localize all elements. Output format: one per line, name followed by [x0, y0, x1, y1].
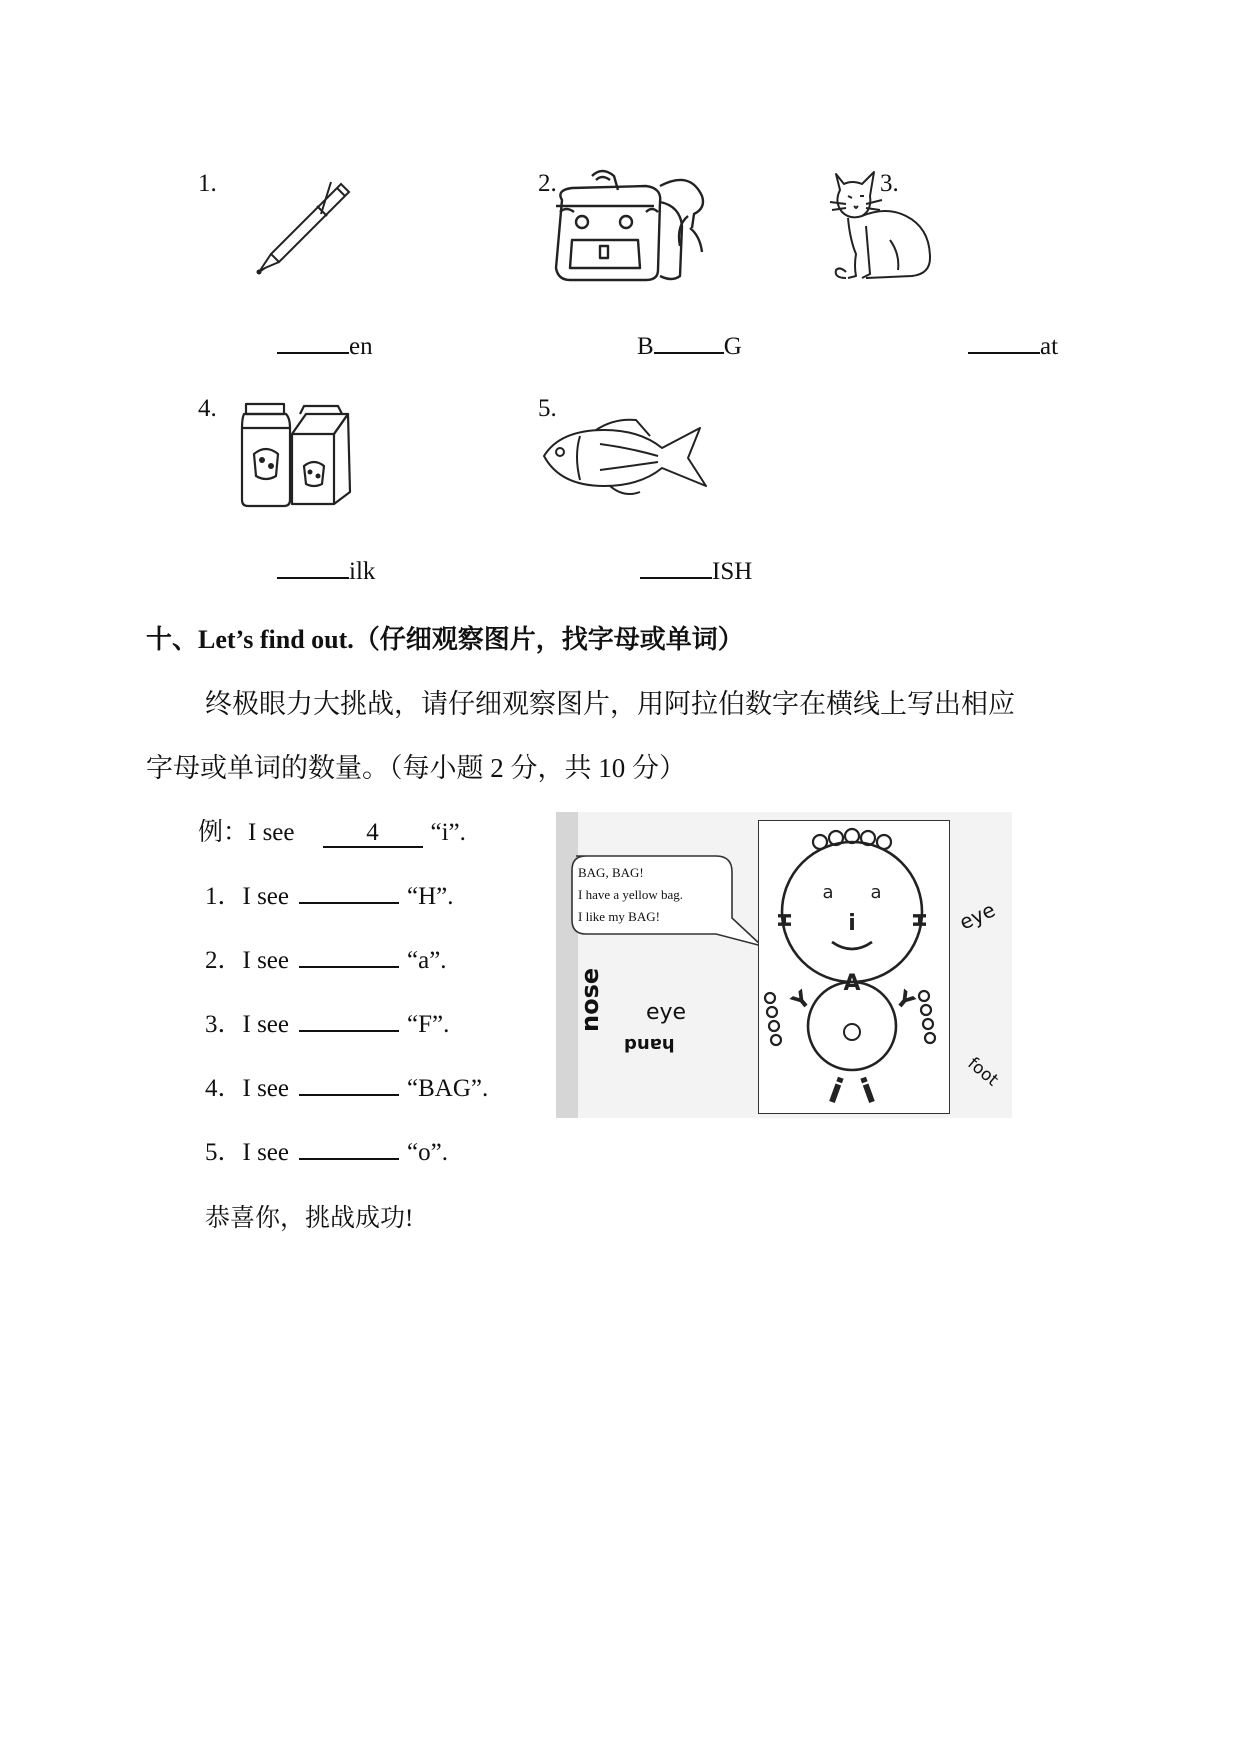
svg-text:i: i — [823, 1070, 849, 1112]
question-target: “H”. — [407, 883, 454, 910]
item-word: en — [277, 330, 373, 361]
example-answer: 4 — [323, 820, 423, 848]
answer-blank[interactable] — [299, 966, 399, 968]
item-number: 3. — [880, 170, 899, 197]
fish-icon — [540, 414, 710, 500]
item-word: ilk — [277, 555, 375, 586]
question-prefix: 例：I see — [198, 819, 295, 846]
item-number: 4. — [198, 395, 217, 422]
bubble-line: I have a yellow bag. — [578, 887, 684, 902]
item-word: at — [968, 330, 1058, 361]
bubble-text — [578, 862, 683, 928]
item-word: B G — [637, 330, 742, 361]
word-hand: hand — [624, 1034, 675, 1055]
bubble-line: BAG, BAG! — [578, 865, 644, 880]
question-prefix: 4．I see — [205, 1075, 289, 1102]
svg-text:Y: Y — [890, 986, 919, 1016]
letter-figure — [758, 820, 948, 1112]
svg-text:i: i — [855, 1070, 881, 1112]
question-target: “i”. — [430, 819, 466, 846]
svg-text:H: H — [910, 912, 931, 928]
pen-icon — [245, 176, 355, 280]
example-question — [198, 812, 466, 846]
word-foot: foot — [963, 1053, 1002, 1091]
question-5 — [205, 1132, 448, 1166]
answer-blank[interactable] — [654, 330, 724, 354]
question-prefix: 5．I see — [205, 1139, 289, 1166]
answer-blank[interactable] — [968, 330, 1040, 354]
svg-text:H: H — [773, 912, 794, 928]
answer-blank[interactable] — [277, 555, 349, 579]
question-target: “a”. — [407, 947, 447, 974]
question-target: “o”. — [407, 1139, 448, 1166]
word-nose: nose — [576, 967, 604, 1032]
question-prefix: 3．I see — [205, 1011, 289, 1038]
answer-blank[interactable] — [299, 1158, 399, 1160]
answer-blank[interactable] — [640, 555, 712, 579]
svg-text:a: a — [822, 882, 834, 903]
answer-blank[interactable] — [277, 330, 349, 354]
instruction-line-1: 终极眼力大挑战，请仔细观察图片，用阿拉伯数字在横线上写出相应 — [205, 689, 1015, 719]
instruction-line-2: 字母或单词的数量。（每小题 2 分，共 10 分） — [146, 753, 686, 783]
question-2 — [205, 940, 447, 974]
question-target: “BAG”. — [407, 1075, 489, 1102]
schoolbag-icon — [542, 166, 712, 288]
word-eye-right: eye — [955, 897, 999, 935]
question-3 — [205, 1004, 450, 1038]
bubble-line: I like my BAG! — [578, 909, 660, 924]
question-4 — [205, 1068, 489, 1102]
answer-blank[interactable] — [299, 902, 399, 904]
item-number: 1. — [198, 170, 217, 197]
question-1 — [205, 876, 454, 910]
milk-icon — [238, 400, 378, 510]
question-prefix: 1．I see — [205, 883, 289, 910]
closing-text: 恭喜你，挑战成功! — [205, 1205, 414, 1232]
svg-text:a: a — [870, 882, 882, 903]
question-prefix: 2．I see — [205, 947, 289, 974]
svg-text:Y: Y — [787, 986, 816, 1016]
item-number: 5. — [538, 395, 557, 422]
answer-blank[interactable] — [299, 1030, 399, 1032]
section-title: 十、Let’s find out.（仔细观察图片，找字母或单词） — [146, 625, 744, 654]
item-number: 2. — [538, 170, 557, 197]
item-word: ISH — [640, 555, 752, 586]
svg-text:A: A — [843, 971, 861, 996]
question-target: “F”. — [407, 1011, 450, 1038]
svg-text:i: i — [848, 911, 856, 936]
puzzle-picture — [556, 812, 1012, 1118]
answer-blank[interactable] — [299, 1094, 399, 1096]
word-eye-left: eye — [646, 1000, 687, 1025]
